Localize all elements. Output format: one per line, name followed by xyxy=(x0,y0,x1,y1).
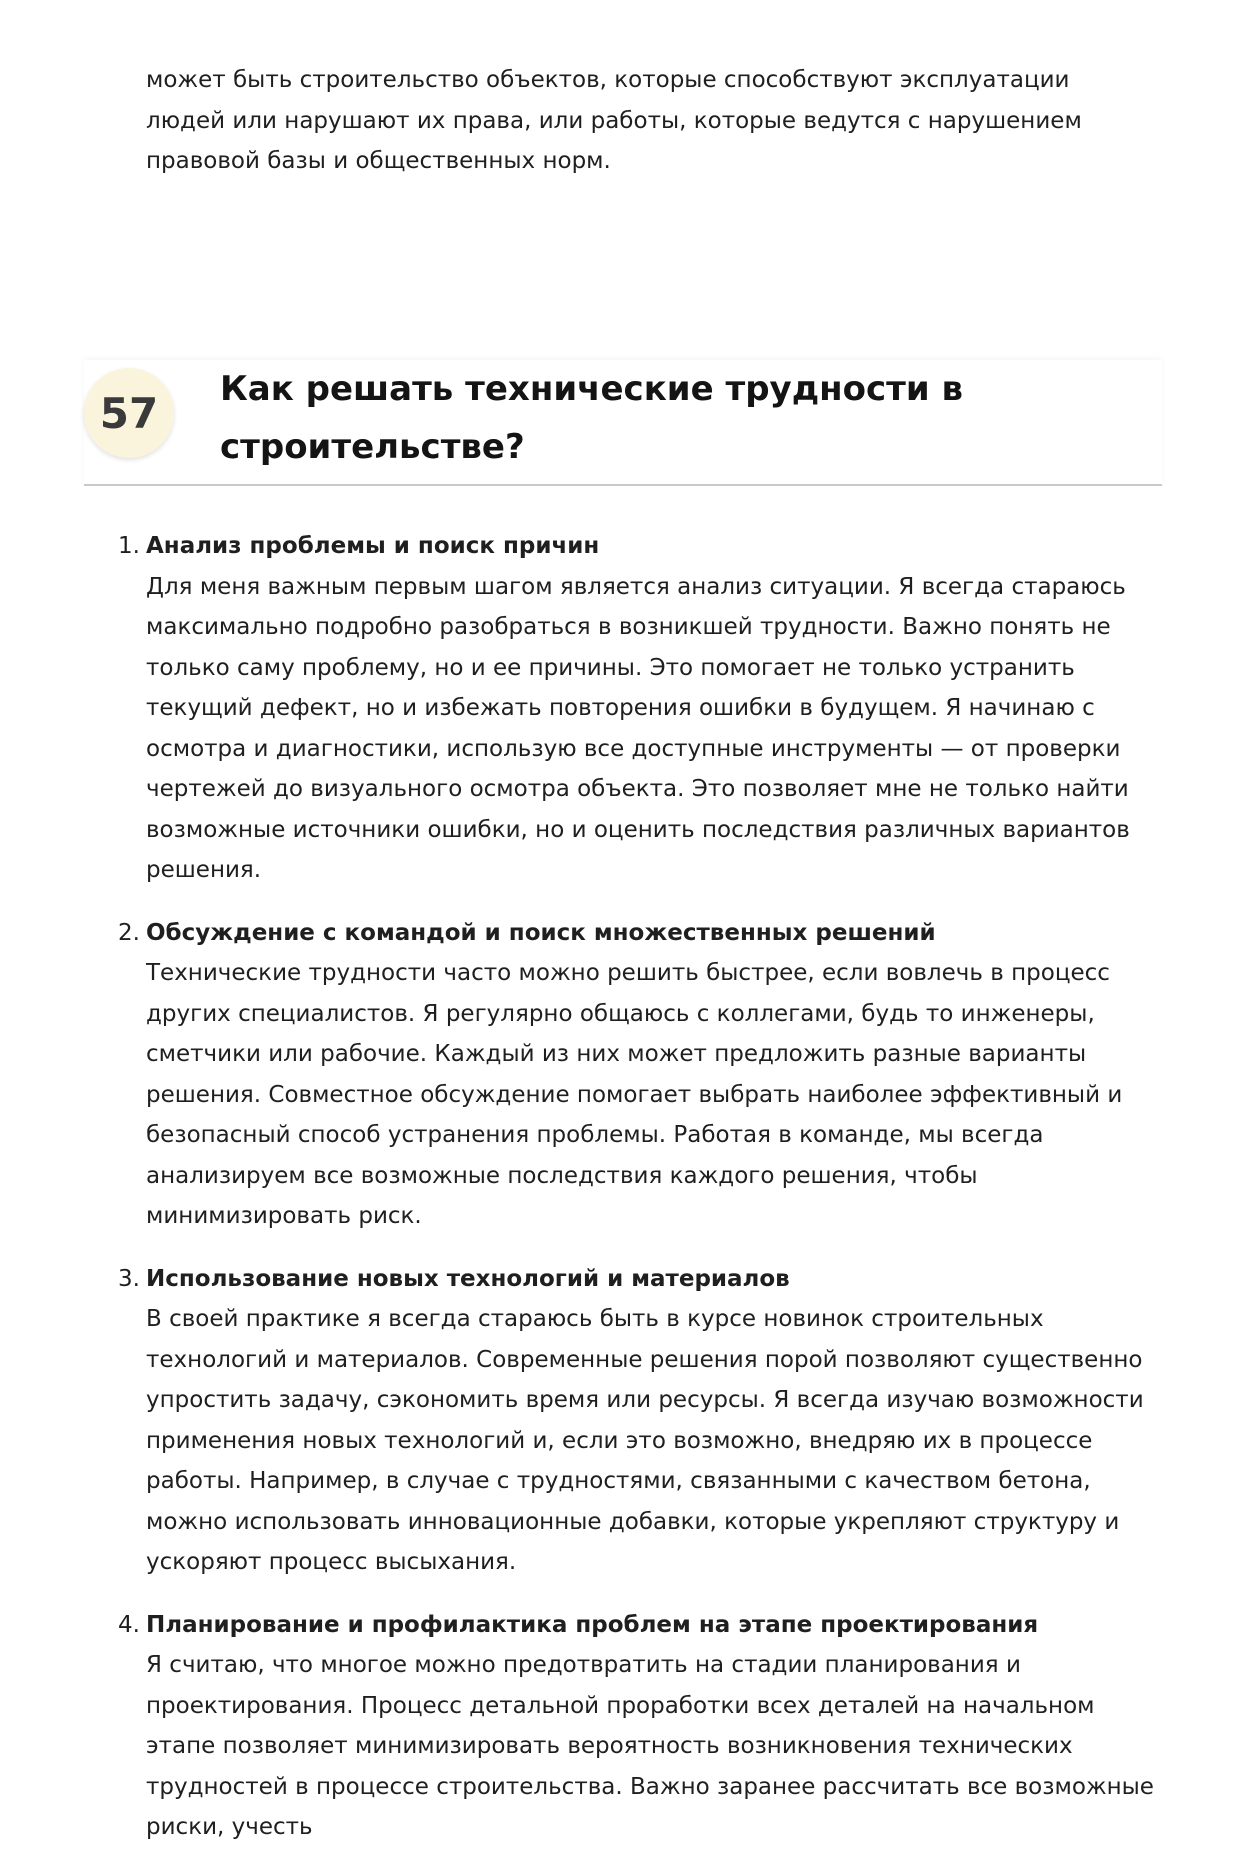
list-item-number: 1. xyxy=(118,533,140,559)
list-item-number: 2. xyxy=(118,919,140,946)
answer-list xyxy=(118,526,1156,1870)
question-title: Как решать технические трудности в строительстве? xyxy=(220,369,964,467)
intro-paragraph: может быть строительство объектов, которые способствуют эксплуатации людей или нарушают их права, или работы, которые ведутся с нарушением правовой базы и общественных норм. xyxy=(146,67,1082,174)
list-item xyxy=(118,526,1156,891)
list-item xyxy=(118,1605,1156,1848)
list-item-heading: Планирование и профилактика проблем на этапе проектирования xyxy=(146,1611,1039,1638)
list-item-body: Для меня важным первым шагом является анализ ситуации. Я всегда стараюсь максимально подробно разобраться в возникшей трудности. Важно понять не только саму проблему, но и ее причины. Это помогает не только устранить текущий дефект, но и избежать повторения ошибки в будущем. Я начинаю с осмотра и диагностики, использую все доступные инструменты — от проверки чертежей до визуального осмотра объекта. Это позволяет мне не только найти возможные источники ошибки, но и оценить последствия различных вариантов решения. xyxy=(146,573,1130,883)
list-item-number: 3. xyxy=(118,1265,140,1292)
list-item-body: Технические трудности часто можно решить быстрее, если вовлечь в процесс других специалистов. Я регулярно общаюсь с коллегами, будь то инженеры, сметчики или рабочие. Каждый из них может предложить разные варианты решения. Совместное обсуждение помогает выбрать наиболее эффективный и безопасный способ устранения проблемы. Работая в команде, мы всегда анализируем все возможные последствия каждого решения, чтобы минимизировать риск. xyxy=(146,960,1123,1229)
list-item-number: 4. xyxy=(118,1611,140,1638)
list-item xyxy=(118,1259,1156,1583)
list-item-body: Я считаю, что многое можно предотвратить на стадии планирования и проектирования. Процесс детальной проработки всех деталей на начальном этапе позволяет минимизировать вероятность возникновения технических трудностей в процессе строительства. Важно заранее рассчитать все возможные риски, учесть xyxy=(146,1652,1154,1840)
list-item xyxy=(118,913,1156,1237)
question-number-badge: 57 xyxy=(84,368,174,458)
list-item-heading: Использование новых технологий и материалов xyxy=(146,1265,790,1292)
list-item-heading: Обсуждение с командой и поиск множественных решений xyxy=(146,919,936,946)
question-header xyxy=(84,360,1162,486)
list-item-body: В своей практике я всегда стараюсь быть в курсе новинок строительных технологий и материалов. Современные решения порой позволяют существенно упростить задачу, сэкономить время или ресурсы. Я всегда изучаю возможности применения новых технологий и, если это возможно, внедряю их в процессе работы. Например, в случае с трудностями, связанными с качеством бетона, можно использовать инновационные добавки, которые укрепляют структуру и ускоряют процесс высыхания. xyxy=(146,1306,1144,1575)
list-item-heading: Анализ проблемы и поиск причин xyxy=(146,533,600,559)
